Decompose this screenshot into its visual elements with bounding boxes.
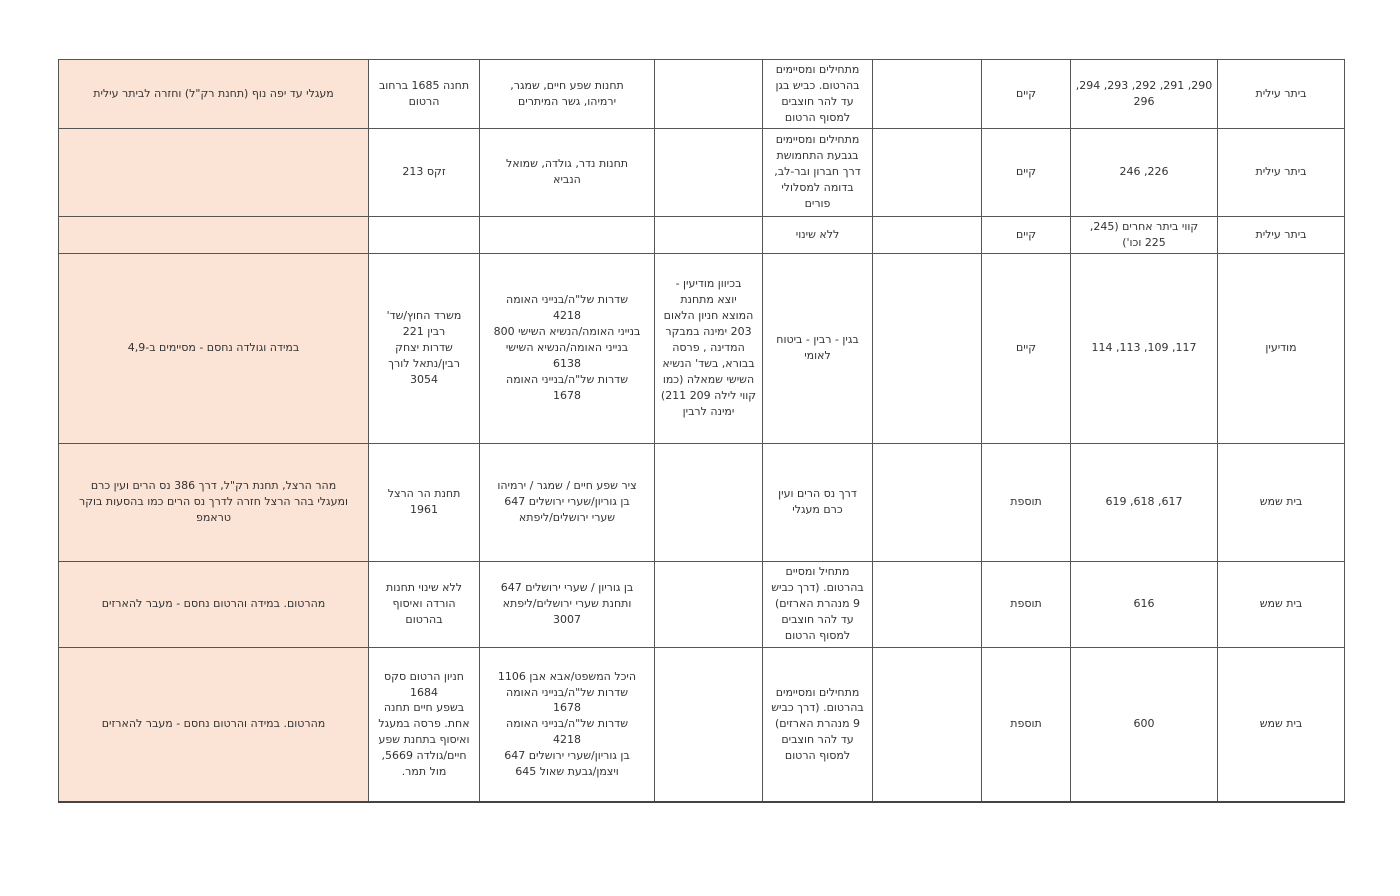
cell-route-numbers: 117, 109, 113, 114 bbox=[1071, 253, 1218, 443]
cell-col-4 bbox=[873, 216, 982, 253]
cell-terminal-stop: חניון הרטום סקס 1684 בשפע חיים תחנה אחת. פרסה במעגל ואיסוף בתחנת שפע חיים/גולדה 5669, מול תמר. bbox=[369, 647, 480, 802]
cell-status: קיים bbox=[982, 128, 1071, 216]
cell-notes bbox=[59, 216, 369, 253]
cell-terminal-stop: תחנת הר הרצל 1961 bbox=[369, 443, 480, 561]
table-row bbox=[59, 128, 1345, 216]
cell-col-4 bbox=[873, 60, 982, 129]
cell-city: ביתר עילית bbox=[1218, 128, 1345, 216]
cell-city: בית שמש bbox=[1218, 647, 1345, 802]
cell-col-4 bbox=[873, 128, 982, 216]
cell-notes: מהר הרצל, תחנת רק"ל, דרך 386 נס הרים ועין כרם ומעגלי בהר הרצל חזרה לדרך נס הרים כמו בהסעות בוקר טראמפ bbox=[59, 443, 369, 561]
cell-terminal-stop: זקס 213 bbox=[369, 128, 480, 216]
cell-notes: מעגלי עד יפה נוף (תחנת רק"ל) וחזרה לביתר עילית bbox=[59, 60, 369, 129]
cell-col-4 bbox=[873, 561, 982, 647]
cell-route-numbers: קווי ביתר אחרים (245, 225 וכו') bbox=[1071, 216, 1218, 253]
cell-route-numbers: 600 bbox=[1071, 647, 1218, 802]
cell-city: ביתר עילית bbox=[1218, 216, 1345, 253]
cell-col-6 bbox=[655, 216, 763, 253]
cell-notes bbox=[59, 128, 369, 216]
cell-route-description: בגין - רבין - ביטוח לאומי bbox=[763, 253, 873, 443]
cell-route-description: מתחילים ומסיימים בהרטום. (דרך כביש 9 מנהרת הארזים) עד להר חוצבים למסוף הרטום bbox=[763, 647, 873, 802]
cell-pickup-stations bbox=[480, 216, 655, 253]
cell-terminal-stop: תחנה 1685 ברחוב הרטום bbox=[369, 60, 480, 129]
table-row bbox=[59, 647, 1345, 802]
cell-city: בית שמש bbox=[1218, 443, 1345, 561]
table-row bbox=[59, 60, 1345, 129]
cell-route-numbers: 226, 246 bbox=[1071, 128, 1218, 216]
cell-route-description: דרך נס הרים ועין כרם מעגלי bbox=[763, 443, 873, 561]
cell-notes: במידה וגולדה נחסם - מסיימים ב-4,9 bbox=[59, 253, 369, 443]
cell-city: מודיעין bbox=[1218, 253, 1345, 443]
cell-terminal-stop bbox=[369, 216, 480, 253]
cell-status: תוספת bbox=[982, 647, 1071, 802]
cell-col-6 bbox=[655, 561, 763, 647]
cell-col-4 bbox=[873, 647, 982, 802]
cell-col-6 bbox=[655, 647, 763, 802]
table-row bbox=[59, 443, 1345, 561]
cell-city: בית שמש bbox=[1218, 561, 1345, 647]
cell-pickup-stations: שדרות של"ה/בנייני האומה 4218 בנייני האומה/הנשיא השישי 800 בנייני האומה/הנשיא השישי 6138 שדרות של"ה/בנייני האומה 1678 bbox=[480, 253, 655, 443]
cell-col-6: בכיוון מודיעין - יוצא מתחנת המוצא חניון הלאום 203 ימינה במבקר המדינה , פרסה בבורא, בשד' הנשיא השישי שמאלה (כמו קווי לילה 209 211) ימינה לרבין bbox=[655, 253, 763, 443]
cell-status: קיים bbox=[982, 60, 1071, 129]
cell-route-numbers: 290, 291, 292, 293, 294, 296 bbox=[1071, 60, 1218, 129]
cell-pickup-stations: בן גוריון / שערי ירושלים 647 ותחנת שערי ירושלים/ליפתא 3007 bbox=[480, 561, 655, 647]
cell-pickup-stations: תחנות נדר, גולדה, שמואל הנביא bbox=[480, 128, 655, 216]
bus-routes-table bbox=[58, 59, 1345, 803]
cell-route-description: מתחילים ומסיימים בגבעת התחמושת דרך חברון ובר-לב, בדומה למסלולי פורים bbox=[763, 128, 873, 216]
cell-status: תוספת bbox=[982, 443, 1071, 561]
table-row bbox=[59, 561, 1345, 647]
cell-pickup-stations: ציר שפע חיים / שמגר / ירמיהו בן גוריון/שערי ירושלים 647 שערי ירושלים/ליפתא bbox=[480, 443, 655, 561]
cell-col-4 bbox=[873, 443, 982, 561]
cell-terminal-stop: משרד החוץ/שד' רבין 221 שדרות יצחק רבין/נתאל לורך 3054 bbox=[369, 253, 480, 443]
table-row bbox=[59, 216, 1345, 253]
cell-route-numbers: 617, 618, 619 bbox=[1071, 443, 1218, 561]
cell-col-6 bbox=[655, 128, 763, 216]
cell-city: ביתר עילית bbox=[1218, 60, 1345, 129]
cell-status: קיים bbox=[982, 216, 1071, 253]
cell-notes: מהרטום. במידה והרטום נחסם - מעבר להארזים bbox=[59, 647, 369, 802]
cell-notes: מהרטום. במידה והרטום נחסם - מעבר להארזים bbox=[59, 561, 369, 647]
cell-route-description: מתחילים ומסיימים בהרטום. כביש בגן עד להר חוצבים למסוף הרטום bbox=[763, 60, 873, 129]
cell-route-description: מתחיל ומסיים בהרטום. (דרך כביש 9 מנהרת הארזים) עד להר חוצבים למסוף הרטום bbox=[763, 561, 873, 647]
cell-route-description: ללא שינוי bbox=[763, 216, 873, 253]
cell-route-numbers: 616 bbox=[1071, 561, 1218, 647]
cell-col-6 bbox=[655, 443, 763, 561]
cell-pickup-stations: היכל המשפט/אבא אבן 1106 שדרות של"ה/בנייני האומה 1678 שדרות של"ה/בנייני האומה 4218 בן גוריון/שערי ירושלים 647 ויצמן/גבעת שאול 645 bbox=[480, 647, 655, 802]
table-row bbox=[59, 253, 1345, 443]
cell-terminal-stop: ללא שינוי תחנות הורדה ואיסוף בהרטום bbox=[369, 561, 480, 647]
cell-status: קיים bbox=[982, 253, 1071, 443]
cell-pickup-stations: תחנות שפע חיים, שמגר, ירמיהו, גשר המיתרים bbox=[480, 60, 655, 129]
cell-col-6 bbox=[655, 60, 763, 129]
cell-status: תוספת bbox=[982, 561, 1071, 647]
cell-col-4 bbox=[873, 253, 982, 443]
